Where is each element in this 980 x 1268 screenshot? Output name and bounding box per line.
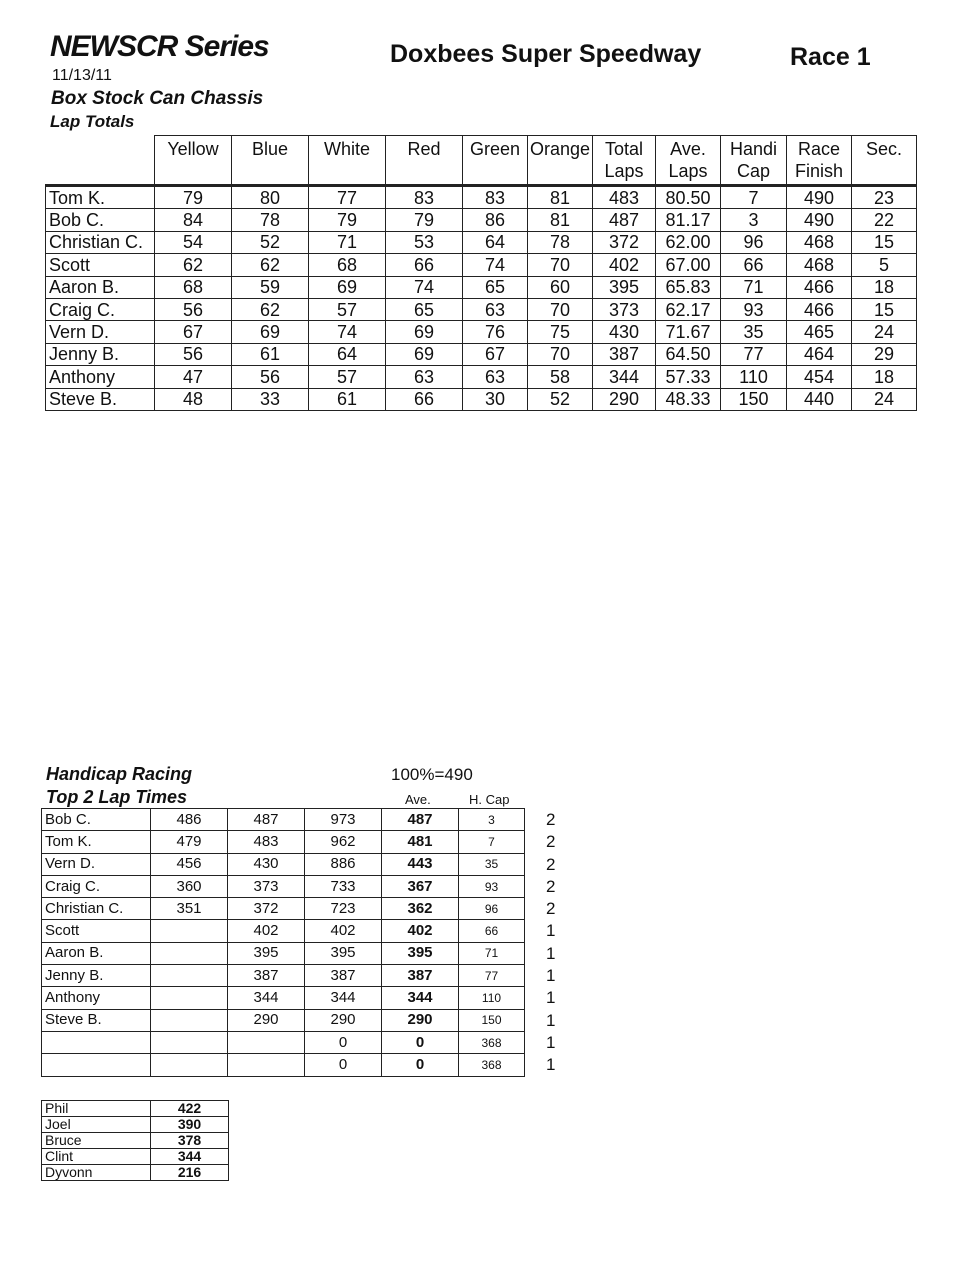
table-cell: 79	[386, 209, 463, 231]
table-cell: 57	[309, 298, 386, 320]
column-header-line: Handi	[729, 139, 778, 159]
lap-time-cell: 351	[151, 898, 228, 920]
driver-name: Jenny B.	[46, 343, 155, 365]
table-cell: 487	[593, 209, 656, 231]
table-cell: 18	[852, 366, 917, 388]
driver-name: Dyvonn	[42, 1165, 151, 1181]
table-cell: 24	[852, 388, 917, 410]
table-cell: 402	[593, 254, 656, 276]
column-header-line: Laps	[604, 161, 644, 181]
table-row	[42, 987, 525, 1009]
column-header-line: Blue	[251, 139, 289, 159]
lap-time-cell: 733	[305, 875, 382, 897]
driver-name: Tom K.	[42, 831, 151, 853]
driver-name: Craig C.	[46, 298, 155, 320]
lap-totals-table	[45, 135, 917, 411]
lap-time-cell: 344	[305, 987, 382, 1009]
table-cell: 63	[386, 366, 463, 388]
column-header	[309, 136, 386, 186]
table-cell: 35	[721, 321, 787, 343]
driver-name: Aaron B.	[46, 276, 155, 298]
table-cell: 60	[528, 276, 593, 298]
table-cell: 395	[593, 276, 656, 298]
table-cell: 64.50	[656, 343, 721, 365]
table-cell: 68	[309, 254, 386, 276]
race-count: 1	[546, 988, 556, 1008]
driver-name: Joel	[42, 1117, 151, 1133]
table-cell: 61	[309, 388, 386, 410]
lap-time-cell: 372	[228, 898, 305, 920]
lap-time-cell: 479	[151, 831, 228, 853]
table-cell: 372	[593, 231, 656, 253]
average-cell: 362	[382, 898, 459, 920]
table-cell: 65	[386, 298, 463, 320]
table-cell: 56	[155, 343, 232, 365]
column-header-line: Red	[407, 139, 441, 159]
handicap-cell: 96	[459, 898, 525, 920]
driver-name: Steve B.	[42, 1009, 151, 1031]
race-class: Box Stock Can Chassis	[51, 88, 264, 109]
driver-name: Scott	[42, 920, 151, 942]
driver-name: Bob C.	[42, 809, 151, 831]
driver-name: Tom K.	[46, 186, 155, 209]
average-cell: 402	[382, 920, 459, 942]
column-header-line: Orange	[529, 139, 591, 159]
table-cell: 71.67	[656, 321, 721, 343]
average-cell: 481	[382, 831, 459, 853]
race-count: 1	[546, 966, 556, 986]
lap-time-cell	[151, 942, 228, 964]
table-cell: 5	[852, 254, 917, 276]
table-cell: 59	[232, 276, 309, 298]
lap-time-cell: 402	[228, 920, 305, 942]
table-cell: 57	[309, 366, 386, 388]
table-cell: 465	[787, 321, 852, 343]
table-cell: 81	[528, 209, 593, 231]
handicap-cell: 150	[459, 1009, 525, 1031]
lap-time-cell	[151, 1031, 228, 1053]
table-cell: 69	[232, 321, 309, 343]
lap-time-cell: 486	[151, 809, 228, 831]
table-row	[42, 965, 525, 987]
handicap-ave-header: Ave.	[405, 792, 431, 807]
driver-name: Clint	[42, 1149, 151, 1165]
table-row	[46, 321, 917, 343]
handicap-cell: 77	[459, 965, 525, 987]
table-row	[46, 298, 917, 320]
table-cell: 466	[787, 276, 852, 298]
driver-name: Vern D.	[42, 853, 151, 875]
table-cell: 77	[309, 186, 386, 209]
column-header-line: Ave.	[670, 139, 706, 159]
table-cell: 69	[309, 276, 386, 298]
extra-drivers-table	[41, 1100, 229, 1181]
handicap-cell: 368	[459, 1031, 525, 1053]
race-number: Race 1	[790, 43, 871, 71]
table-cell: 93	[721, 298, 787, 320]
table-cell: 65	[463, 276, 528, 298]
handicap-cell: 3	[459, 809, 525, 831]
table-cell: 15	[852, 298, 917, 320]
driver-name: Christian C.	[46, 231, 155, 253]
average-cell: 443	[382, 853, 459, 875]
table-cell: 29	[852, 343, 917, 365]
table-cell: 24	[852, 321, 917, 343]
lap-time-cell: 290	[305, 1009, 382, 1031]
race-count: 2	[546, 832, 556, 852]
handicap-hcap-header: H. Cap	[469, 792, 510, 807]
table-cell: 75	[528, 321, 593, 343]
lap-time-cell: 0	[305, 1054, 382, 1076]
table-cell: 70	[528, 298, 593, 320]
table-cell: 7	[721, 186, 787, 209]
table-cell: 79	[309, 209, 386, 231]
lap-time-cell: 387	[305, 965, 382, 987]
table-cell: 64	[463, 231, 528, 253]
table-row	[42, 809, 525, 831]
table-row	[42, 1165, 229, 1181]
table-row	[42, 1101, 229, 1117]
handicap-table	[41, 808, 525, 1077]
average-cell: 367	[382, 875, 459, 897]
series-title: NEWSCR Series	[50, 30, 269, 63]
table-row	[46, 186, 917, 209]
column-header	[852, 136, 917, 186]
table-cell: 79	[155, 186, 232, 209]
handicap-race-counts	[546, 809, 555, 1077]
table-cell: 47	[155, 366, 232, 388]
table-cell: 23	[852, 186, 917, 209]
lap-time-cell	[151, 1054, 228, 1076]
race-count: 2	[546, 876, 556, 896]
driver-name: Aaron B.	[42, 942, 151, 964]
driver-name: Anthony	[46, 366, 155, 388]
table-cell: 63	[463, 298, 528, 320]
table-row	[42, 942, 525, 964]
table-cell: 62	[155, 254, 232, 276]
table-row	[42, 920, 525, 942]
header-blank-cell	[46, 136, 155, 186]
table-cell: 84	[155, 209, 232, 231]
column-header	[656, 136, 721, 186]
driver-total: 378	[151, 1133, 229, 1149]
table-cell: 63	[463, 366, 528, 388]
table-cell: 290	[593, 388, 656, 410]
lap-time-cell: 487	[228, 809, 305, 831]
handicap-body	[42, 809, 525, 1077]
table-cell: 80.50	[656, 186, 721, 209]
driver-name: Jenny B.	[42, 965, 151, 987]
table-row	[46, 209, 917, 231]
driver-name: Bruce	[42, 1133, 151, 1149]
race-count: 2	[546, 810, 556, 829]
table-row	[42, 853, 525, 875]
race-count: 1	[546, 1055, 556, 1075]
table-cell: 69	[386, 321, 463, 343]
table-row	[46, 366, 917, 388]
table-cell: 67.00	[656, 254, 721, 276]
lap-time-cell	[228, 1054, 305, 1076]
driver-name: Phil	[42, 1101, 151, 1117]
column-header-line: Sec.	[865, 139, 903, 159]
table-cell: 58	[528, 366, 593, 388]
table-cell: 66	[386, 388, 463, 410]
average-cell: 0	[382, 1031, 459, 1053]
lap-time-cell: 723	[305, 898, 382, 920]
lap-time-cell	[151, 1009, 228, 1031]
table-cell: 71	[721, 276, 787, 298]
table-cell: 454	[787, 366, 852, 388]
table-cell: 387	[593, 343, 656, 365]
column-header	[787, 136, 852, 186]
lap-time-cell: 973	[305, 809, 382, 831]
race-date: 11/13/11	[52, 67, 112, 84]
column-header	[528, 136, 593, 186]
lap-time-cell: 402	[305, 920, 382, 942]
driver-name: Scott	[46, 254, 155, 276]
column-header-line: White	[323, 139, 370, 159]
race-count: 1	[546, 1010, 556, 1030]
table-row	[42, 831, 525, 853]
average-cell: 395	[382, 942, 459, 964]
table-cell: 483	[593, 186, 656, 209]
table-cell: 468	[787, 254, 852, 276]
column-header	[721, 136, 787, 186]
column-header	[386, 136, 463, 186]
driver-name: Vern D.	[46, 321, 155, 343]
column-header-line: Green	[469, 139, 521, 159]
column-header-line: Finish	[794, 161, 843, 181]
table-cell: 48	[155, 388, 232, 410]
lap-time-cell: 962	[305, 831, 382, 853]
table-row	[46, 388, 917, 410]
lap-time-cell: 387	[228, 965, 305, 987]
handicap-cell: 71	[459, 942, 525, 964]
table-cell: 15	[852, 231, 917, 253]
lap-time-cell	[151, 920, 228, 942]
handicap-cell: 110	[459, 987, 525, 1009]
race-count: 1	[546, 921, 556, 941]
table-cell: 76	[463, 321, 528, 343]
table-row	[46, 276, 917, 298]
table-cell: 48.33	[656, 388, 721, 410]
table-cell: 96	[721, 231, 787, 253]
table-cell: 66	[721, 254, 787, 276]
lap-time-cell: 430	[228, 853, 305, 875]
lap-time-cell: 290	[228, 1009, 305, 1031]
table-cell: 71	[309, 231, 386, 253]
table-cell: 67	[155, 321, 232, 343]
table-cell: 490	[787, 209, 852, 231]
lap-totals-header-row	[46, 136, 917, 186]
table-cell: 78	[232, 209, 309, 231]
table-cell: 62.17	[656, 298, 721, 320]
table-cell: 53	[386, 231, 463, 253]
table-cell: 80	[232, 186, 309, 209]
driver-name: Bob C.	[46, 209, 155, 231]
table-cell: 373	[593, 298, 656, 320]
table-row	[46, 231, 917, 253]
handicap-cell: 7	[459, 831, 525, 853]
handicap-cell: 66	[459, 920, 525, 942]
race-count: 1	[546, 1032, 556, 1052]
table-cell: 490	[787, 186, 852, 209]
table-row	[42, 1054, 525, 1076]
column-header-line: Laps	[668, 161, 708, 181]
lap-time-cell: 456	[151, 853, 228, 875]
table-cell: 74	[309, 321, 386, 343]
table-cell: 74	[463, 254, 528, 276]
average-cell: 487	[382, 809, 459, 831]
table-cell: 68	[155, 276, 232, 298]
column-header	[463, 136, 528, 186]
handicap-percent-label: 100%=490	[391, 765, 473, 784]
table-cell: 3	[721, 209, 787, 231]
table-cell: 110	[721, 366, 787, 388]
driver-name	[42, 1031, 151, 1053]
table-row	[42, 898, 525, 920]
lap-time-cell: 395	[305, 942, 382, 964]
handicap-cell: 93	[459, 875, 525, 897]
average-cell: 0	[382, 1054, 459, 1076]
table-cell: 440	[787, 388, 852, 410]
lap-time-cell	[228, 1031, 305, 1053]
table-cell: 67	[463, 343, 528, 365]
lap-time-cell: 360	[151, 875, 228, 897]
table-cell: 430	[593, 321, 656, 343]
table-cell: 466	[787, 298, 852, 320]
table-cell: 81.17	[656, 209, 721, 231]
table-row	[42, 1031, 525, 1053]
table-row	[46, 254, 917, 276]
table-cell: 30	[463, 388, 528, 410]
driver-name: Anthony	[42, 987, 151, 1009]
table-cell: 52	[232, 231, 309, 253]
table-row	[42, 1133, 229, 1149]
handicap-cell: 35	[459, 853, 525, 875]
table-cell: 70	[528, 343, 593, 365]
lap-time-cell: 373	[228, 875, 305, 897]
handicap-subtitle: Top 2 Lap Times	[46, 787, 188, 807]
table-cell: 66	[386, 254, 463, 276]
table-cell: 65.83	[656, 276, 721, 298]
table-row	[42, 875, 525, 897]
column-header	[593, 136, 656, 186]
lap-totals-body	[46, 186, 917, 411]
table-cell: 57.33	[656, 366, 721, 388]
average-cell: 344	[382, 987, 459, 1009]
table-cell: 22	[852, 209, 917, 231]
lap-time-cell	[151, 965, 228, 987]
lap-time-cell: 0	[305, 1031, 382, 1053]
table-row	[46, 343, 917, 365]
table-cell: 468	[787, 231, 852, 253]
table-cell: 70	[528, 254, 593, 276]
table-row	[42, 1117, 229, 1133]
driver-total: 422	[151, 1101, 229, 1117]
driver-name: Craig C.	[42, 875, 151, 897]
table-cell: 74	[386, 276, 463, 298]
table-cell: 83	[463, 186, 528, 209]
table-cell: 150	[721, 388, 787, 410]
lap-time-cell: 886	[305, 853, 382, 875]
table-cell: 81	[528, 186, 593, 209]
average-cell: 290	[382, 1009, 459, 1031]
lap-time-cell	[151, 987, 228, 1009]
table-cell: 64	[309, 343, 386, 365]
table-cell: 86	[463, 209, 528, 231]
table-cell: 56	[155, 298, 232, 320]
lap-time-cell: 395	[228, 942, 305, 964]
table-cell: 61	[232, 343, 309, 365]
driver-total: 390	[151, 1117, 229, 1133]
table-cell: 62.00	[656, 231, 721, 253]
driver-total: 216	[151, 1165, 229, 1181]
column-header-line: Race	[797, 139, 841, 159]
table-row	[42, 1149, 229, 1165]
table-cell: 464	[787, 343, 852, 365]
column-header-line: Cap	[736, 161, 771, 181]
handicap-title: Handicap Racing	[46, 764, 193, 784]
extra-drivers-body	[42, 1101, 229, 1181]
driver-name: Steve B.	[46, 388, 155, 410]
race-count: 2	[546, 854, 556, 874]
table-cell: 77	[721, 343, 787, 365]
column-header	[155, 136, 232, 186]
section-title-lap-totals: Lap Totals	[50, 112, 135, 131]
table-cell: 78	[528, 231, 593, 253]
handicap-cell: 368	[459, 1054, 525, 1076]
column-header	[232, 136, 309, 186]
track-name: Doxbees Super Speedway	[390, 40, 702, 68]
table-row	[42, 1009, 525, 1031]
table-cell: 52	[528, 388, 593, 410]
table-cell: 69	[386, 343, 463, 365]
table-cell: 62	[232, 298, 309, 320]
table-cell: 33	[232, 388, 309, 410]
driver-name: Christian C.	[42, 898, 151, 920]
table-cell: 56	[232, 366, 309, 388]
table-cell: 18	[852, 276, 917, 298]
column-header-line: Yellow	[167, 139, 219, 159]
lap-time-cell: 344	[228, 987, 305, 1009]
table-cell: 62	[232, 254, 309, 276]
average-cell: 387	[382, 965, 459, 987]
table-cell: 54	[155, 231, 232, 253]
lap-time-cell: 483	[228, 831, 305, 853]
column-header-line: Total	[604, 139, 644, 159]
table-cell: 83	[386, 186, 463, 209]
driver-total: 344	[151, 1149, 229, 1165]
race-count: 2	[546, 899, 556, 919]
driver-name	[42, 1054, 151, 1076]
race-count: 1	[546, 943, 556, 963]
table-cell: 344	[593, 366, 656, 388]
